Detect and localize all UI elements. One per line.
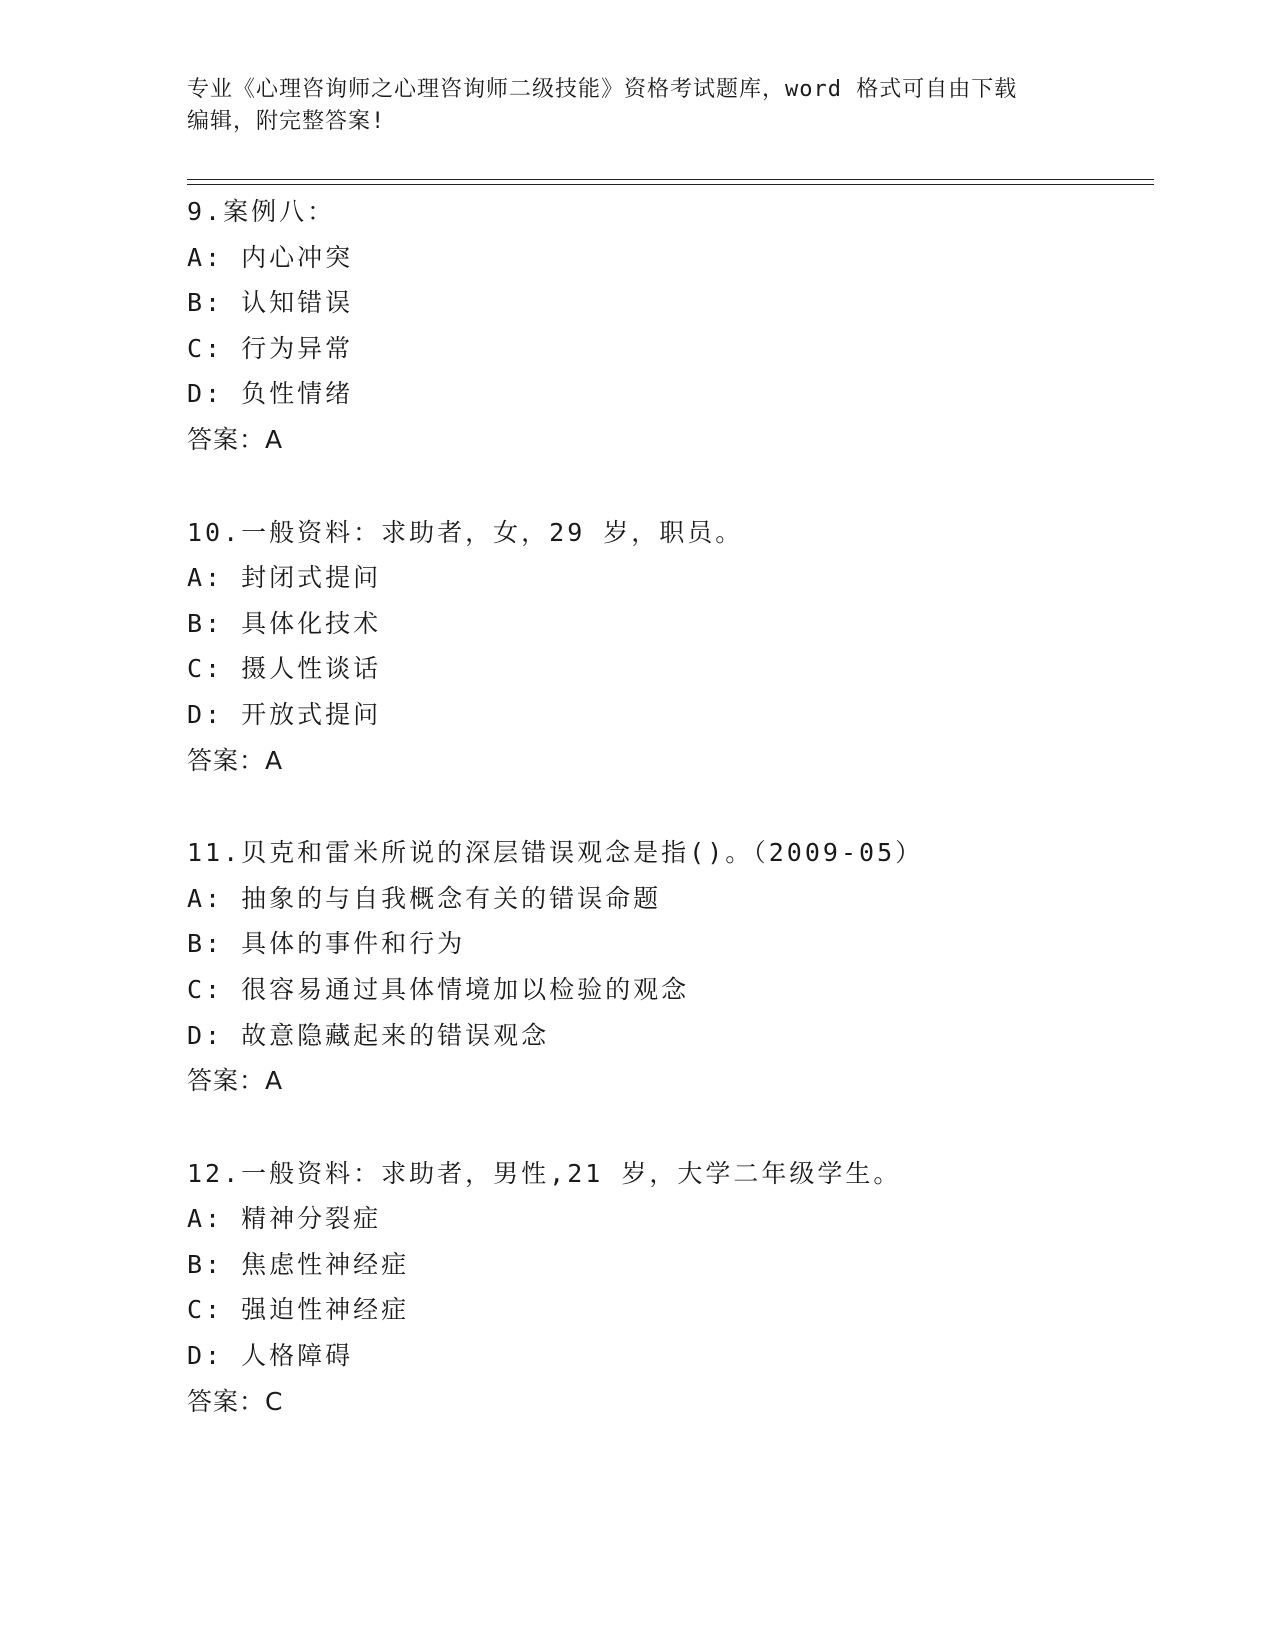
document-header bbox=[187, 74, 1087, 138]
question-stem: 9.案例八： bbox=[187, 197, 336, 226]
option-d: D: 人格障碍 bbox=[187, 1341, 354, 1371]
question-list bbox=[187, 189, 1147, 1471]
option-b: B: 认知错误 bbox=[187, 288, 354, 318]
option-d: D: 开放式提问 bbox=[187, 699, 382, 729]
header-line-2: 编辑，附完整答案! bbox=[187, 109, 386, 134]
option-b: B: 焦虑性神经症 bbox=[187, 1249, 410, 1279]
header-line-1: 专业《心理咨询师之心理咨询师二级技能》资格考试题库，word 格式可自由下载 bbox=[187, 77, 1018, 102]
question-11 bbox=[187, 830, 1147, 1104]
question-stem: 10.一般资料：求助者，女，29 岁，职员。 bbox=[187, 517, 744, 547]
header-divider-bottom bbox=[187, 184, 1154, 185]
option-c: C: 很容易通过具体情境加以检验的观念 bbox=[187, 974, 690, 1004]
option-a: A: 抽象的与自我概念有关的错误命题 bbox=[187, 883, 662, 913]
question-stem: 11.贝克和雷米所说的深层错误观念是指()。（2009-05） bbox=[187, 838, 924, 868]
option-a: A: 封闭式提问 bbox=[187, 563, 382, 593]
question-9 bbox=[187, 189, 1147, 463]
option-d: D: 故意隐藏起来的错误观念 bbox=[187, 1020, 550, 1050]
answer-line: 答案：C bbox=[187, 1386, 284, 1416]
answer-line: 答案：A bbox=[187, 424, 284, 454]
option-c: C: 行为异常 bbox=[187, 333, 354, 363]
option-b: B: 具体化技术 bbox=[187, 608, 382, 638]
question-stem: 12.一般资料：求助者，男性,21 岁，大学二年级学生。 bbox=[187, 1158, 902, 1188]
option-a: A: 内心冲突 bbox=[187, 242, 354, 272]
option-a: A: 精神分裂症 bbox=[187, 1204, 382, 1234]
option-c: C: 摄人性谈话 bbox=[187, 654, 382, 684]
option-c: C: 强迫性神经症 bbox=[187, 1295, 410, 1325]
answer-line: 答案：A bbox=[187, 745, 284, 775]
header-divider-top bbox=[187, 179, 1154, 180]
option-b: B: 具体的事件和行为 bbox=[187, 929, 466, 959]
option-d: D: 负性情绪 bbox=[187, 379, 354, 409]
question-12 bbox=[187, 1151, 1147, 1425]
question-10 bbox=[187, 510, 1147, 784]
answer-line: 答案：A bbox=[187, 1066, 284, 1096]
